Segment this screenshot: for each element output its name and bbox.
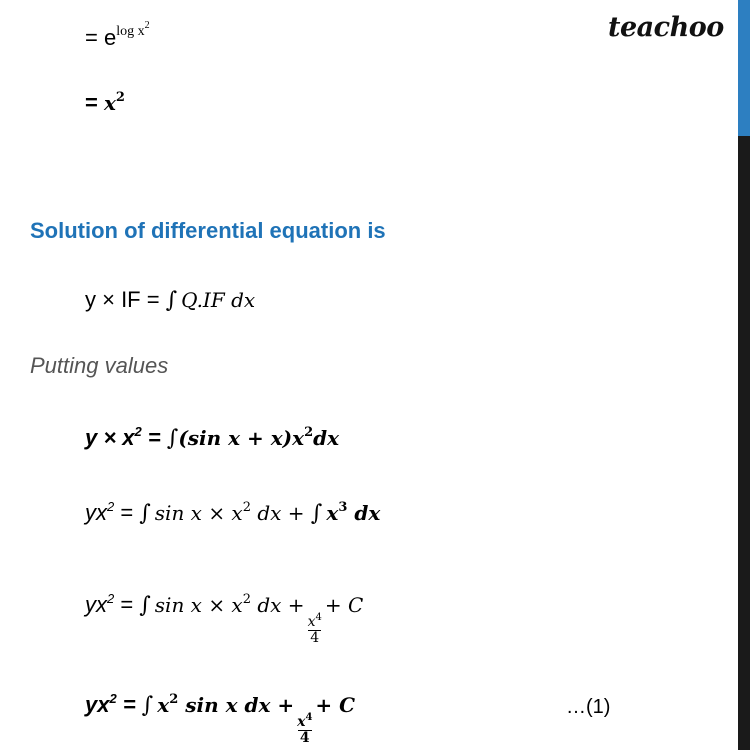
- l6-prefix: yx: [85, 592, 107, 617]
- l6-term1-dx: dx +: [251, 593, 305, 617]
- line-6: [85, 591, 363, 646]
- l5-integral-2: ∫: [310, 501, 323, 526]
- l7-prefix: yx: [85, 692, 110, 717]
- exp-log-sup: 2: [144, 20, 150, 31]
- integral-sign: ∫: [165, 288, 178, 313]
- l7-frac-num-sup: 4: [305, 712, 313, 723]
- l6-term1: sin x × x: [154, 593, 243, 617]
- l7-integral: ∫: [141, 693, 154, 718]
- equation-reference: …(1): [566, 696, 611, 718]
- l7-eq: =: [116, 692, 142, 717]
- l5-term2-sup: 3: [338, 500, 348, 515]
- l7-fraction: [297, 710, 312, 746]
- l4-sup: 2: [304, 425, 314, 440]
- exp-log: log x: [116, 24, 145, 39]
- l5-prefix-sup: 2: [107, 499, 115, 514]
- line-5: [85, 499, 380, 526]
- l6-frac-num: x: [307, 614, 316, 630]
- l6-fraction: [308, 610, 322, 646]
- line-7: [85, 691, 355, 746]
- l6-integral: ∫: [139, 593, 151, 618]
- l5-term2: x: [326, 501, 339, 525]
- l4-dx: dx: [313, 426, 340, 450]
- l5-integral-1: ∫: [139, 501, 151, 526]
- line-4: [85, 424, 339, 451]
- line-x-squared: [85, 90, 125, 116]
- l5-term1: sin x × x: [154, 501, 243, 525]
- l4-paren: (sin x + x)x: [178, 426, 305, 450]
- eq-e: = e: [85, 25, 117, 50]
- x-var: x: [103, 91, 116, 115]
- l6-eq: =: [114, 592, 140, 617]
- l4-prefix-sup: 2: [134, 424, 142, 439]
- l5-eq: =: [114, 500, 140, 525]
- l6-frac-den: 4: [310, 630, 320, 646]
- l4-prefix: y × x: [85, 425, 135, 450]
- solution-heading: Solution of differential equation is: [30, 218, 386, 243]
- l5-term1-sup: 2: [242, 500, 251, 515]
- l7-term1-rest: sin x dx +: [178, 693, 295, 717]
- putting-values-label: Putting values: [30, 353, 169, 378]
- line-y-if: [85, 287, 255, 313]
- eq-sign: =: [85, 90, 104, 115]
- l6-prefix-sup: 2: [107, 591, 115, 606]
- l7-frac-num: x: [297, 714, 306, 730]
- l7-term1: x: [157, 693, 170, 717]
- l5-term2-dx: dx: [347, 501, 381, 525]
- line-e-log: [85, 20, 150, 51]
- l5-term1-dx: dx +: [251, 501, 311, 525]
- teachoo-logo: teachoo: [608, 12, 724, 43]
- l7-frac-den: 4: [299, 730, 310, 746]
- l6-term1-sup: 2: [242, 592, 251, 607]
- l7-term1-sup: 2: [169, 692, 179, 707]
- l7-prefix-sup: 2: [109, 691, 117, 706]
- q-if-dx: Q.IF dx: [181, 288, 256, 312]
- l5-prefix: yx: [85, 500, 107, 525]
- l4-integral: ∫: [166, 426, 179, 451]
- y-if-prefix: y × IF =: [85, 287, 166, 312]
- l6-frac-num-sup: 4: [315, 612, 322, 623]
- l7-plus-c: + C: [315, 693, 356, 717]
- scrollbar-thumb[interactable]: [738, 0, 750, 136]
- x-sup: 2: [115, 90, 125, 105]
- l4-eq: =: [141, 425, 167, 450]
- l6-plus-c: + C: [324, 593, 364, 617]
